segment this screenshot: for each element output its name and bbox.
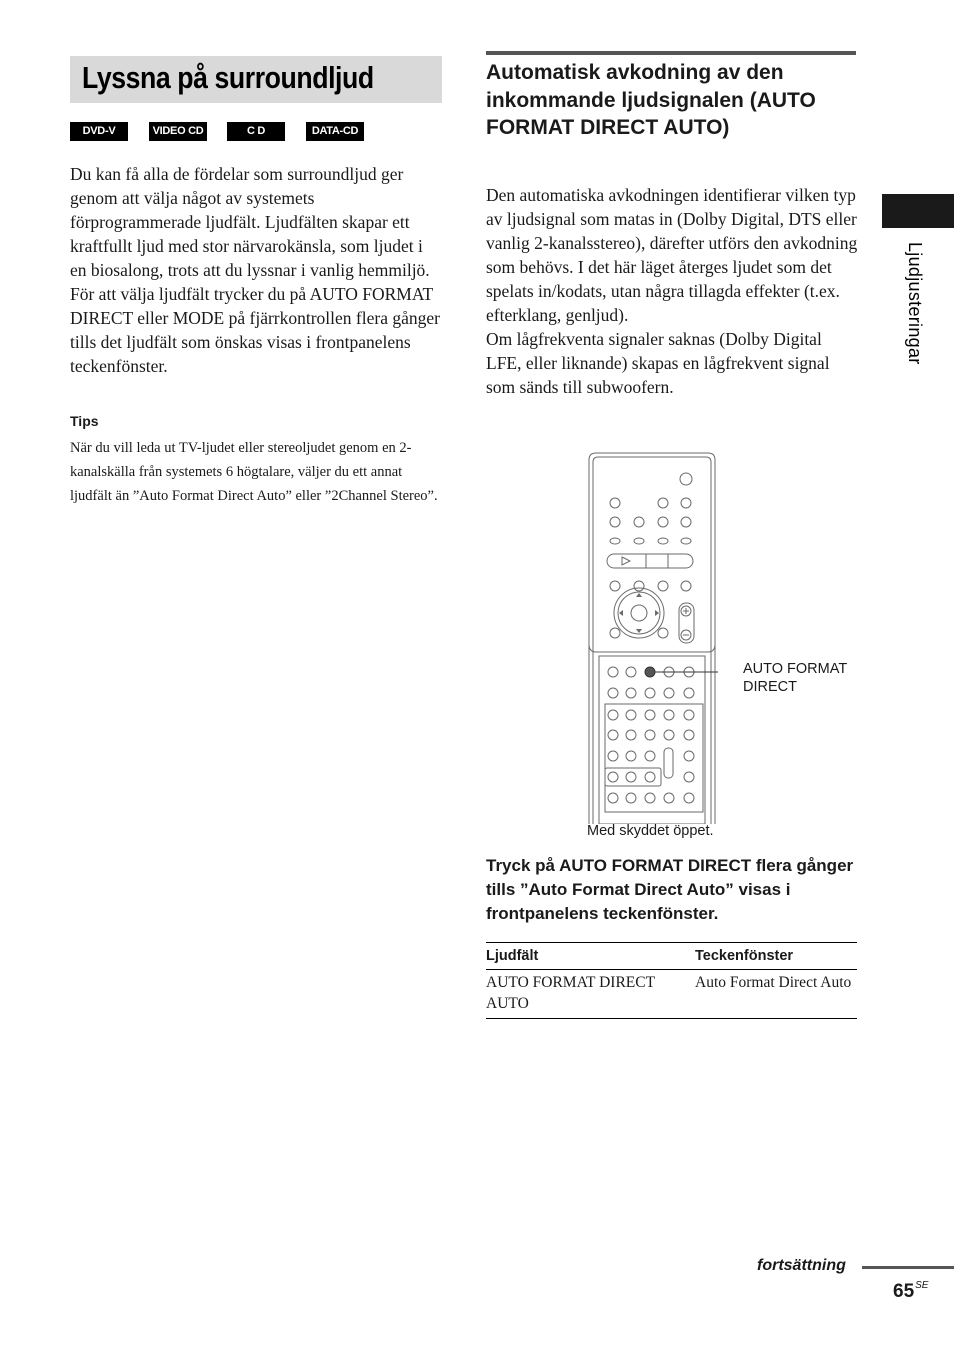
section-title: Lyssna på surroundljud — [82, 60, 374, 95]
auto-format-paragraph-2: Om lågfrekventa signaler saknas (Dolby Digital LFE, eller liknande) skapas en lågfrekvent signal som sänds till subwoofern. — [486, 329, 830, 397]
table-row — [486, 970, 857, 1018]
remote-control-illustration — [586, 452, 718, 824]
table-cell-sound-field: AUTO FORMAT DIRECT AUTO — [486, 974, 655, 1012]
continuation-rule — [862, 1266, 954, 1269]
chapter-tab — [882, 194, 954, 228]
subsection-heading: Automatisk avkodning av den inkommande ljudsignalen (AUTO FORMAT DIRECT AUTO) — [486, 61, 816, 139]
badge-cd: C D — [227, 122, 285, 141]
callout-line-2: DIRECT — [743, 679, 797, 695]
page-number-value: 65 — [893, 1281, 915, 1302]
tips-heading: Tips — [70, 413, 99, 429]
table-header-teckenfonster: Teckenfönster — [695, 948, 794, 964]
remote-control-icon — [586, 452, 718, 824]
page-number — [893, 1280, 928, 1303]
figure-caption: Med skyddet öppet. — [587, 823, 714, 839]
intro-paragraph-2: För att välja ljudfält trycker du på AUTO FORMAT DIRECT eller MODE på fjärrkontrollen flera gånger tills det ljudfält som önskas visas i frontpanelens teckenfönster. — [70, 284, 440, 376]
sound-field-table — [486, 942, 857, 1019]
callout-line-1: AUTO FORMAT — [743, 661, 848, 677]
step-instruction: Tryck på AUTO FORMAT DIRECT flera gånger tills ”Auto Format Direct Auto” visas i frontpanelens teckenfönster. — [486, 856, 854, 923]
continuation-label: fortsättning — [757, 1257, 846, 1274]
heading-rule — [486, 51, 856, 55]
section-title-box — [70, 56, 442, 103]
badge-dvd-v: DVD-V — [70, 122, 128, 141]
auto-format-direct-callout — [743, 660, 847, 696]
intro-paragraph-1: Du kan få alla de fördelar som surroundljud ger genom att välja något av systemets förprogrammerade ljudfält. Ljudfälten skapar ett kraftfullt ljud med stor närvarokänsla, som ljudet i en biosalong, trots att du lyssnar i vanlig hemmiljö. — [70, 164, 430, 280]
badge-video-cd: VIDEO CD — [149, 122, 207, 141]
intro-text — [70, 162, 442, 378]
page-number-suffix: SE — [915, 1280, 929, 1291]
auto-format-direct-button-icon — [645, 667, 655, 677]
table-header-ljudfalt: Ljudfält — [486, 948, 539, 964]
auto-format-text — [486, 183, 858, 399]
chapter-tab-label: Ljudjusteringar — [905, 242, 925, 365]
auto-format-paragraph-1: Den automatiska avkodningen identifierar vilken typ av ljudsignal som matas in (Dolby Digital, DTS eller vanlig 2-kanalsstereo), därefter utförs den avkodning som behövs. I det här läget återges ljudet som det spelats in/kodats, utan några tillagda effekter (t.ex. efterklang, genljud). — [486, 185, 858, 325]
tips-text: När du vill leda ut TV-ljudet eller stereoljudet genom en 2-kanalskälla från systemets 6 högtalare, väljer du ett annat ljudfält än ”Auto Format Direct Auto” eller ”2Channel Stereo”. — [70, 440, 438, 504]
badge-data-cd: DATA-CD — [306, 122, 364, 141]
table-cell-display: Auto Format Direct Auto — [695, 974, 852, 991]
table-header — [486, 943, 857, 970]
